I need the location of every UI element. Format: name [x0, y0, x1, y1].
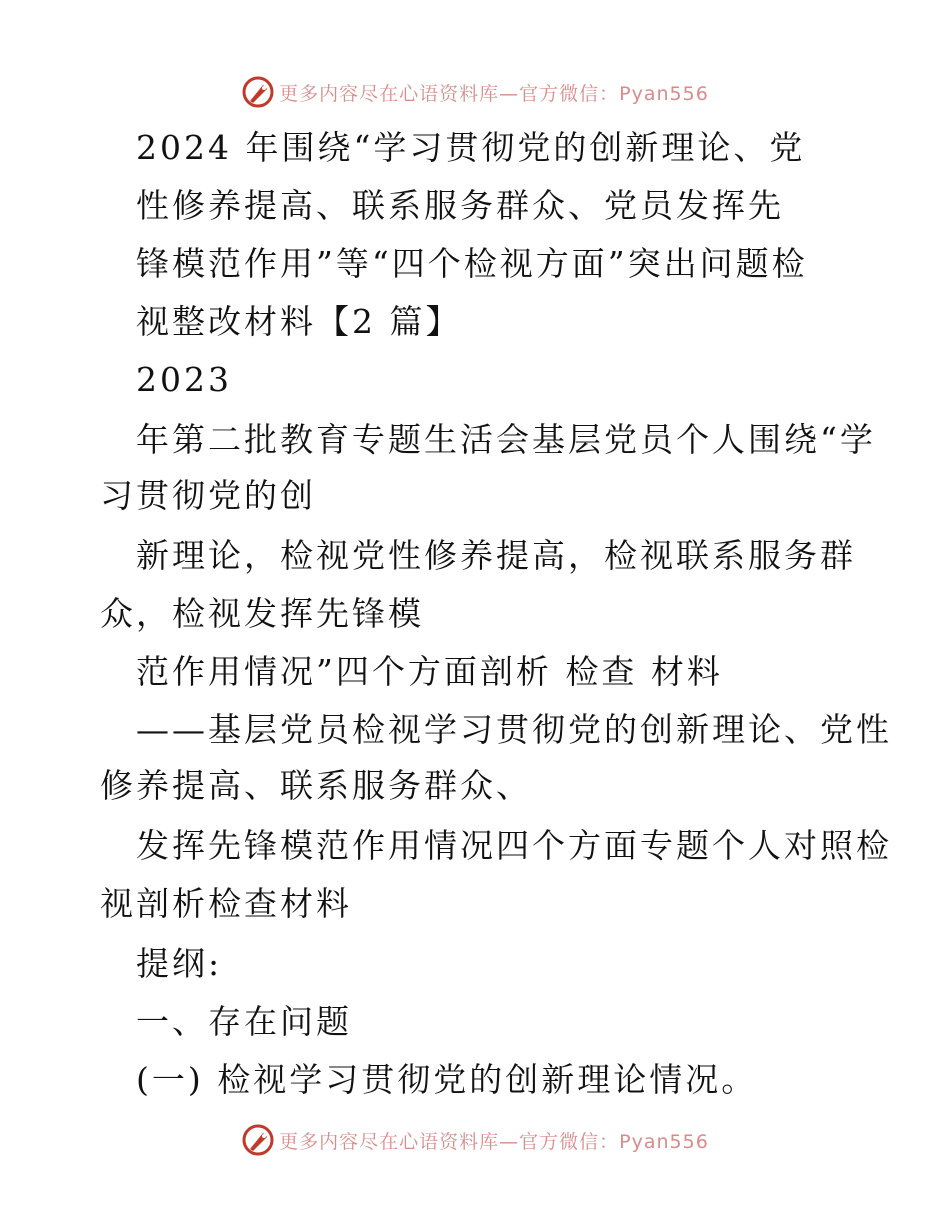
paragraph-line: 范作用情况”四个方面剖析 检查 材料 — [136, 652, 723, 691]
title-line-4: 视整改材料【2 篇】 — [136, 302, 462, 341]
paragraph-line: 习贯彻党的创 — [100, 476, 316, 515]
subsection-heading: (一) 检视学习贯彻党的创新理论情况。 — [136, 1060, 758, 1099]
paragraph-line: 新理论，检视党性修养提高，检视联系服务群 — [136, 536, 856, 575]
paragraph-line: 众，检视发挥先锋模 — [100, 594, 424, 633]
paragraph-line: 年第二批教育专题生活会基层党员个人围绕“学 — [136, 420, 876, 459]
outline-heading: 提纲: — [136, 944, 223, 983]
watermark-header — [0, 72, 950, 112]
title-line-3: 锋模范作用”等“四个检视方面”突出问题检 — [136, 244, 808, 283]
paragraph-line: 修养提高、联系服务群众、 — [100, 766, 532, 805]
watermark-text: 更多内容尽在心语资料库—官方微信：Pyan556 — [279, 1130, 709, 1153]
paragraph-line: 2023 — [136, 360, 232, 399]
paragraph-line: 视剖析检查材料 — [100, 884, 352, 923]
section-heading: 一、存在问题 — [136, 1002, 352, 1041]
watermark-text: 更多内容尽在心语资料库—官方微信：Pyan556 — [279, 82, 709, 105]
watermark-footer — [0, 1120, 950, 1160]
title-line-2: 性修养提高、联系服务群众、党员发挥先 — [136, 186, 784, 225]
pen-nib-logo-icon — [241, 75, 275, 109]
title-line-1: 2024 年围绕“学习贯彻党的创新理论、党 — [136, 128, 806, 167]
paragraph-line: 发挥先锋模范作用情况四个方面专题个人对照检 — [136, 826, 892, 865]
paragraph-line: ——基层党员检视学习贯彻党的创新理论、党性 — [136, 710, 892, 749]
pen-nib-logo-icon — [241, 1123, 275, 1157]
